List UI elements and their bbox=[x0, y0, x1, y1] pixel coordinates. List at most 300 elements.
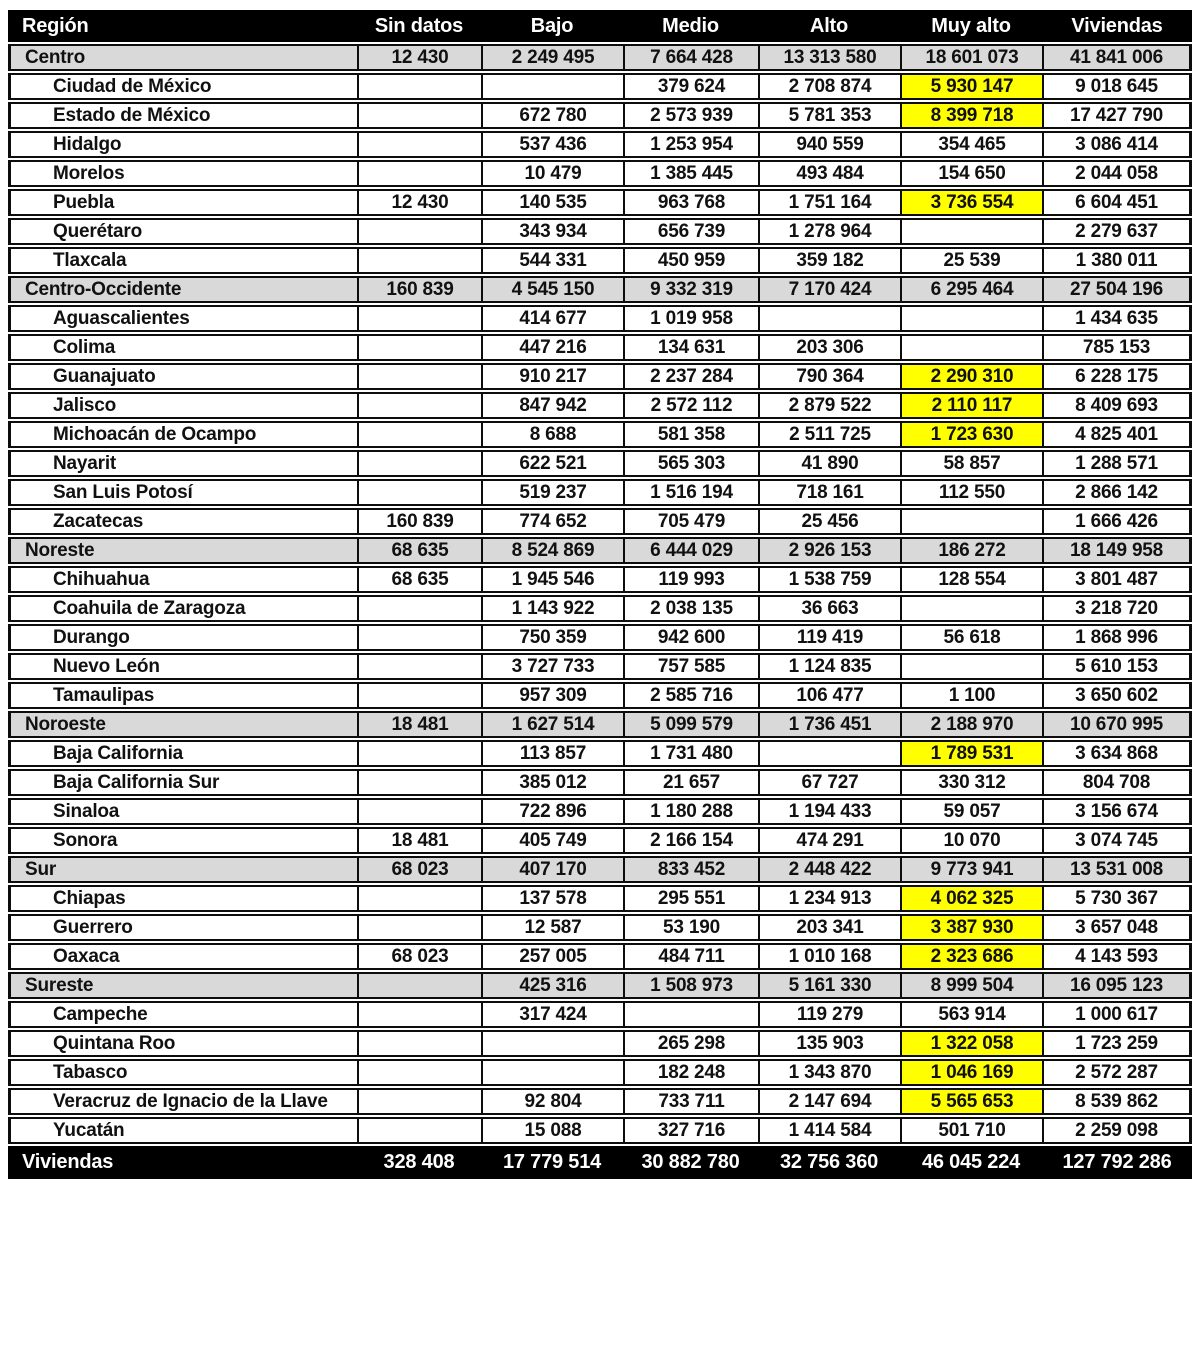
value-cell: 27 504 196 bbox=[1042, 276, 1192, 303]
value-cell: 10 479 bbox=[481, 160, 623, 187]
state-label: Hidalgo bbox=[8, 131, 357, 158]
value-cell: 6 295 464 bbox=[900, 276, 1042, 303]
value-cell: 833 452 bbox=[623, 856, 758, 883]
value-cell: 3 727 733 bbox=[481, 653, 623, 680]
state-row bbox=[8, 363, 1192, 390]
value-cell: 9 018 645 bbox=[1042, 73, 1192, 100]
value-cell bbox=[900, 305, 1042, 332]
value-cell: 2 259 098 bbox=[1042, 1117, 1192, 1144]
state-label: Zacatecas bbox=[8, 508, 357, 535]
value-cell: 68 023 bbox=[357, 943, 481, 970]
value-cell: 265 298 bbox=[623, 1030, 758, 1057]
value-cell: 447 216 bbox=[481, 334, 623, 361]
state-row bbox=[8, 247, 1192, 274]
state-row bbox=[8, 73, 1192, 100]
value-cell: 1 288 571 bbox=[1042, 450, 1192, 477]
value-cell: 501 710 bbox=[900, 1117, 1042, 1144]
value-cell bbox=[357, 1059, 481, 1086]
value-cell: 733 711 bbox=[623, 1088, 758, 1115]
value-cell: 581 358 bbox=[623, 421, 758, 448]
value-cell: 2 866 142 bbox=[1042, 479, 1192, 506]
value-cell: 119 419 bbox=[758, 624, 900, 651]
value-cell: 3 650 602 bbox=[1042, 682, 1192, 709]
value-cell: 5 730 367 bbox=[1042, 885, 1192, 912]
value-cell: 160 839 bbox=[357, 276, 481, 303]
value-cell: 3 218 720 bbox=[1042, 595, 1192, 622]
state-row bbox=[8, 914, 1192, 941]
value-cell: 317 424 bbox=[481, 1001, 623, 1028]
state-row bbox=[8, 682, 1192, 709]
value-cell: 450 959 bbox=[623, 247, 758, 274]
state-label: Quintana Roo bbox=[8, 1030, 357, 1057]
state-label: Coahuila de Zaragoza bbox=[8, 595, 357, 622]
value-cell bbox=[357, 392, 481, 419]
value-cell: 2 166 154 bbox=[623, 827, 758, 854]
value-cell: 330 312 bbox=[900, 769, 1042, 796]
value-cell bbox=[357, 479, 481, 506]
region-subtotal-row bbox=[8, 276, 1192, 303]
value-cell: 203 306 bbox=[758, 334, 900, 361]
col-header-sin-datos: Sin datos bbox=[357, 10, 481, 42]
value-cell: 3 801 487 bbox=[1042, 566, 1192, 593]
state-row bbox=[8, 450, 1192, 477]
value-cell bbox=[357, 972, 481, 999]
value-cell bbox=[481, 1059, 623, 1086]
value-cell bbox=[357, 363, 481, 390]
value-cell: 565 303 bbox=[623, 450, 758, 477]
value-cell: 1 789 531 bbox=[900, 740, 1042, 767]
value-cell: 2 147 694 bbox=[758, 1088, 900, 1115]
total-sin-datos: 328 408 bbox=[357, 1146, 481, 1179]
value-cell: 4 062 325 bbox=[900, 885, 1042, 912]
value-cell: 774 652 bbox=[481, 508, 623, 535]
value-cell: 1 010 168 bbox=[758, 943, 900, 970]
value-cell bbox=[357, 914, 481, 941]
value-cell bbox=[900, 218, 1042, 245]
value-cell: 186 272 bbox=[900, 537, 1042, 564]
state-label: Yucatán bbox=[8, 1117, 357, 1144]
value-cell: 58 857 bbox=[900, 450, 1042, 477]
value-cell: 67 727 bbox=[758, 769, 900, 796]
value-cell: 68 023 bbox=[357, 856, 481, 883]
value-cell bbox=[357, 653, 481, 680]
state-row bbox=[8, 189, 1192, 216]
value-cell: 722 896 bbox=[481, 798, 623, 825]
value-cell: 563 914 bbox=[900, 1001, 1042, 1028]
value-cell: 1 723 630 bbox=[900, 421, 1042, 448]
value-cell: 1 180 288 bbox=[623, 798, 758, 825]
value-cell: 2 572 287 bbox=[1042, 1059, 1192, 1086]
value-cell: 1 731 480 bbox=[623, 740, 758, 767]
total-medio: 30 882 780 bbox=[623, 1146, 758, 1179]
value-cell: 8 399 718 bbox=[900, 102, 1042, 129]
value-cell: 2 110 117 bbox=[900, 392, 1042, 419]
value-cell: 8 524 869 bbox=[481, 537, 623, 564]
value-cell: 757 585 bbox=[623, 653, 758, 680]
state-row bbox=[8, 102, 1192, 129]
state-label: Morelos bbox=[8, 160, 357, 187]
state-label: Durango bbox=[8, 624, 357, 651]
value-cell bbox=[357, 218, 481, 245]
value-cell bbox=[900, 653, 1042, 680]
value-cell bbox=[623, 1001, 758, 1028]
value-cell: 15 088 bbox=[481, 1117, 623, 1144]
value-cell: 672 780 bbox=[481, 102, 623, 129]
state-row bbox=[8, 1117, 1192, 1144]
value-cell: 718 161 bbox=[758, 479, 900, 506]
value-cell bbox=[357, 102, 481, 129]
value-cell: 343 934 bbox=[481, 218, 623, 245]
state-row bbox=[8, 392, 1192, 419]
state-label: Baja California bbox=[8, 740, 357, 767]
region-subtotal-row bbox=[8, 711, 1192, 738]
value-cell: 92 804 bbox=[481, 1088, 623, 1115]
value-cell: 154 650 bbox=[900, 160, 1042, 187]
state-row bbox=[8, 218, 1192, 245]
value-cell: 2 448 422 bbox=[758, 856, 900, 883]
state-label: Michoacán de Ocampo bbox=[8, 421, 357, 448]
value-cell: 21 657 bbox=[623, 769, 758, 796]
value-cell: 6 444 029 bbox=[623, 537, 758, 564]
value-cell bbox=[357, 73, 481, 100]
state-label: Campeche bbox=[8, 1001, 357, 1028]
value-cell: 963 768 bbox=[623, 189, 758, 216]
value-cell: 119 993 bbox=[623, 566, 758, 593]
value-cell: 137 578 bbox=[481, 885, 623, 912]
state-label: Estado de México bbox=[8, 102, 357, 129]
value-cell: 3 074 745 bbox=[1042, 827, 1192, 854]
total-viviendas: 127 792 286 bbox=[1042, 1146, 1192, 1179]
value-cell: 5 781 353 bbox=[758, 102, 900, 129]
value-cell: 1 751 164 bbox=[758, 189, 900, 216]
value-cell: 12 587 bbox=[481, 914, 623, 941]
state-label: Nayarit bbox=[8, 450, 357, 477]
value-cell: 1 627 514 bbox=[481, 711, 623, 738]
value-cell: 17 427 790 bbox=[1042, 102, 1192, 129]
value-cell: 9 332 319 bbox=[623, 276, 758, 303]
value-cell: 407 170 bbox=[481, 856, 623, 883]
value-cell: 493 484 bbox=[758, 160, 900, 187]
value-cell: 1 868 996 bbox=[1042, 624, 1192, 651]
state-label: Oaxaca bbox=[8, 943, 357, 970]
value-cell: 942 600 bbox=[623, 624, 758, 651]
value-cell: 8 409 693 bbox=[1042, 392, 1192, 419]
value-cell: 13 313 580 bbox=[758, 44, 900, 71]
value-cell: 18 481 bbox=[357, 827, 481, 854]
viviendas-by-region-table bbox=[8, 8, 1192, 1181]
state-label: Querétaro bbox=[8, 218, 357, 245]
value-cell: 18 149 958 bbox=[1042, 537, 1192, 564]
state-row bbox=[8, 943, 1192, 970]
state-label: Nuevo León bbox=[8, 653, 357, 680]
value-cell: 5 930 147 bbox=[900, 73, 1042, 100]
value-cell: 68 635 bbox=[357, 566, 481, 593]
value-cell: 1 234 913 bbox=[758, 885, 900, 912]
value-cell: 16 095 123 bbox=[1042, 972, 1192, 999]
value-cell: 1 046 169 bbox=[900, 1059, 1042, 1086]
value-cell bbox=[357, 131, 481, 158]
total-bajo: 17 779 514 bbox=[481, 1146, 623, 1179]
value-cell: 1 538 759 bbox=[758, 566, 900, 593]
value-cell: 790 364 bbox=[758, 363, 900, 390]
value-cell bbox=[481, 73, 623, 100]
value-cell: 2 511 725 bbox=[758, 421, 900, 448]
region-label: Noroeste bbox=[8, 711, 357, 738]
value-cell: 622 521 bbox=[481, 450, 623, 477]
value-cell bbox=[357, 421, 481, 448]
value-cell: 8 688 bbox=[481, 421, 623, 448]
totals-row-label: Viviendas bbox=[8, 1146, 357, 1179]
value-cell: 6 228 175 bbox=[1042, 363, 1192, 390]
value-cell: 25 539 bbox=[900, 247, 1042, 274]
value-cell: 295 551 bbox=[623, 885, 758, 912]
value-cell: 1 434 635 bbox=[1042, 305, 1192, 332]
value-cell: 3 387 930 bbox=[900, 914, 1042, 941]
value-cell: 160 839 bbox=[357, 508, 481, 535]
state-label: Tabasco bbox=[8, 1059, 357, 1086]
region-label: Sureste bbox=[8, 972, 357, 999]
state-row bbox=[8, 334, 1192, 361]
value-cell: 656 739 bbox=[623, 218, 758, 245]
value-cell: 2 572 112 bbox=[623, 392, 758, 419]
state-label: Sonora bbox=[8, 827, 357, 854]
value-cell: 1 666 426 bbox=[1042, 508, 1192, 535]
value-cell: 18 601 073 bbox=[900, 44, 1042, 71]
value-cell: 1 019 958 bbox=[623, 305, 758, 332]
value-cell: 2 044 058 bbox=[1042, 160, 1192, 187]
value-cell: 1 736 451 bbox=[758, 711, 900, 738]
col-header-medio: Medio bbox=[623, 10, 758, 42]
value-cell: 12 430 bbox=[357, 189, 481, 216]
value-cell: 4 545 150 bbox=[481, 276, 623, 303]
state-label: Chihuahua bbox=[8, 566, 357, 593]
region-subtotal-row bbox=[8, 856, 1192, 883]
state-label: Aguascalientes bbox=[8, 305, 357, 332]
value-cell: 140 535 bbox=[481, 189, 623, 216]
value-cell: 327 716 bbox=[623, 1117, 758, 1144]
value-cell: 13 531 008 bbox=[1042, 856, 1192, 883]
value-cell: 7 664 428 bbox=[623, 44, 758, 71]
value-cell: 1 253 954 bbox=[623, 131, 758, 158]
value-cell: 112 550 bbox=[900, 479, 1042, 506]
state-label: Veracruz de Ignacio de la Llave bbox=[8, 1088, 357, 1115]
region-subtotal-row bbox=[8, 537, 1192, 564]
value-cell: 414 677 bbox=[481, 305, 623, 332]
value-cell: 847 942 bbox=[481, 392, 623, 419]
region-subtotal-row bbox=[8, 44, 1192, 71]
value-cell: 474 291 bbox=[758, 827, 900, 854]
value-cell: 1 508 973 bbox=[623, 972, 758, 999]
value-cell: 2 279 637 bbox=[1042, 218, 1192, 245]
state-row bbox=[8, 624, 1192, 651]
value-cell: 705 479 bbox=[623, 508, 758, 535]
value-cell: 135 903 bbox=[758, 1030, 900, 1057]
state-label: Tlaxcala bbox=[8, 247, 357, 274]
col-header-viviendas: Viviendas bbox=[1042, 10, 1192, 42]
value-cell bbox=[900, 595, 1042, 622]
value-cell: 182 248 bbox=[623, 1059, 758, 1086]
value-cell bbox=[357, 798, 481, 825]
region-subtotal-row bbox=[8, 972, 1192, 999]
state-row bbox=[8, 653, 1192, 680]
region-label: Sur bbox=[8, 856, 357, 883]
value-cell: 4 143 593 bbox=[1042, 943, 1192, 970]
region-label: Centro-Occidente bbox=[8, 276, 357, 303]
value-cell: 1 516 194 bbox=[623, 479, 758, 506]
state-label: Jalisco bbox=[8, 392, 357, 419]
value-cell bbox=[357, 624, 481, 651]
value-cell: 41 841 006 bbox=[1042, 44, 1192, 71]
value-cell bbox=[357, 1030, 481, 1057]
state-row bbox=[8, 305, 1192, 332]
value-cell: 12 430 bbox=[357, 44, 481, 71]
value-cell: 3 156 674 bbox=[1042, 798, 1192, 825]
value-cell: 1 322 058 bbox=[900, 1030, 1042, 1057]
value-cell: 18 481 bbox=[357, 711, 481, 738]
value-cell bbox=[357, 682, 481, 709]
col-header-region: Región bbox=[8, 10, 357, 42]
col-header-alto: Alto bbox=[758, 10, 900, 42]
value-cell: 56 618 bbox=[900, 624, 1042, 651]
col-header-bajo: Bajo bbox=[481, 10, 623, 42]
region-label: Noreste bbox=[8, 537, 357, 564]
value-cell bbox=[357, 450, 481, 477]
value-cell: 25 456 bbox=[758, 508, 900, 535]
value-cell: 53 190 bbox=[623, 914, 758, 941]
value-cell: 484 711 bbox=[623, 943, 758, 970]
value-cell: 359 182 bbox=[758, 247, 900, 274]
value-cell: 785 153 bbox=[1042, 334, 1192, 361]
value-cell: 1 414 584 bbox=[758, 1117, 900, 1144]
value-cell: 1 380 011 bbox=[1042, 247, 1192, 274]
value-cell: 68 635 bbox=[357, 537, 481, 564]
value-cell bbox=[357, 595, 481, 622]
value-cell: 519 237 bbox=[481, 479, 623, 506]
state-row bbox=[8, 1030, 1192, 1057]
value-cell: 3 736 554 bbox=[900, 189, 1042, 216]
value-cell: 1 343 870 bbox=[758, 1059, 900, 1086]
value-cell: 537 436 bbox=[481, 131, 623, 158]
value-cell bbox=[357, 740, 481, 767]
region-label: Centro bbox=[8, 44, 357, 71]
state-label: Baja California Sur bbox=[8, 769, 357, 796]
value-cell: 3 657 048 bbox=[1042, 914, 1192, 941]
value-cell: 1 143 922 bbox=[481, 595, 623, 622]
state-label: San Luis Potosí bbox=[8, 479, 357, 506]
value-cell bbox=[900, 334, 1042, 361]
state-row bbox=[8, 1001, 1192, 1028]
state-label: Colima bbox=[8, 334, 357, 361]
total-alto: 32 756 360 bbox=[758, 1146, 900, 1179]
value-cell: 113 857 bbox=[481, 740, 623, 767]
value-cell: 1 723 259 bbox=[1042, 1030, 1192, 1057]
value-cell bbox=[758, 305, 900, 332]
total-muy-alto: 46 045 224 bbox=[900, 1146, 1042, 1179]
value-cell bbox=[758, 740, 900, 767]
state-label: Ciudad de México bbox=[8, 73, 357, 100]
value-cell: 5 610 153 bbox=[1042, 653, 1192, 680]
col-header-muy-alto: Muy alto bbox=[900, 10, 1042, 42]
value-cell: 9 773 941 bbox=[900, 856, 1042, 883]
state-row bbox=[8, 566, 1192, 593]
value-cell bbox=[357, 1117, 481, 1144]
state-row bbox=[8, 595, 1192, 622]
value-cell: 1 385 445 bbox=[623, 160, 758, 187]
header-row bbox=[8, 10, 1192, 42]
state-row bbox=[8, 421, 1192, 448]
value-cell: 804 708 bbox=[1042, 769, 1192, 796]
state-label: Chiapas bbox=[8, 885, 357, 912]
state-label: Guerrero bbox=[8, 914, 357, 941]
value-cell: 425 316 bbox=[481, 972, 623, 999]
value-cell: 2 038 135 bbox=[623, 595, 758, 622]
value-cell: 2 708 874 bbox=[758, 73, 900, 100]
value-cell bbox=[357, 885, 481, 912]
value-cell: 2 926 153 bbox=[758, 537, 900, 564]
value-cell: 2 290 310 bbox=[900, 363, 1042, 390]
value-cell bbox=[900, 508, 1042, 535]
value-cell: 5 099 579 bbox=[623, 711, 758, 738]
value-cell: 203 341 bbox=[758, 914, 900, 941]
value-cell: 750 359 bbox=[481, 624, 623, 651]
state-row bbox=[8, 160, 1192, 187]
value-cell: 59 057 bbox=[900, 798, 1042, 825]
value-cell: 106 477 bbox=[758, 682, 900, 709]
value-cell bbox=[357, 1088, 481, 1115]
state-row bbox=[8, 885, 1192, 912]
value-cell: 2 879 522 bbox=[758, 392, 900, 419]
value-cell bbox=[481, 1030, 623, 1057]
state-row bbox=[8, 769, 1192, 796]
value-cell: 128 554 bbox=[900, 566, 1042, 593]
value-cell: 544 331 bbox=[481, 247, 623, 274]
value-cell: 3 634 868 bbox=[1042, 740, 1192, 767]
value-cell: 2 188 970 bbox=[900, 711, 1042, 738]
value-cell: 257 005 bbox=[481, 943, 623, 970]
value-cell: 1 100 bbox=[900, 682, 1042, 709]
value-cell: 1 000 617 bbox=[1042, 1001, 1192, 1028]
state-row bbox=[8, 131, 1192, 158]
value-cell: 7 170 424 bbox=[758, 276, 900, 303]
value-cell: 379 624 bbox=[623, 73, 758, 100]
value-cell: 10 670 995 bbox=[1042, 711, 1192, 738]
value-cell: 5 565 653 bbox=[900, 1088, 1042, 1115]
state-label: Sinaloa bbox=[8, 798, 357, 825]
value-cell: 1 278 964 bbox=[758, 218, 900, 245]
value-cell: 119 279 bbox=[758, 1001, 900, 1028]
state-label: Puebla bbox=[8, 189, 357, 216]
value-cell: 1 945 546 bbox=[481, 566, 623, 593]
value-cell: 354 465 bbox=[900, 131, 1042, 158]
value-cell: 10 070 bbox=[900, 827, 1042, 854]
value-cell bbox=[357, 769, 481, 796]
totals-row bbox=[8, 1146, 1192, 1179]
value-cell bbox=[357, 1001, 481, 1028]
value-cell: 6 604 451 bbox=[1042, 189, 1192, 216]
value-cell: 1 194 433 bbox=[758, 798, 900, 825]
value-cell: 3 086 414 bbox=[1042, 131, 1192, 158]
value-cell bbox=[357, 305, 481, 332]
value-cell: 1 124 835 bbox=[758, 653, 900, 680]
value-cell: 36 663 bbox=[758, 595, 900, 622]
state-label: Tamaulipas bbox=[8, 682, 357, 709]
state-row bbox=[8, 508, 1192, 535]
value-cell bbox=[357, 247, 481, 274]
state-row bbox=[8, 798, 1192, 825]
value-cell: 910 217 bbox=[481, 363, 623, 390]
value-cell: 8 999 504 bbox=[900, 972, 1042, 999]
state-label: Guanajuato bbox=[8, 363, 357, 390]
